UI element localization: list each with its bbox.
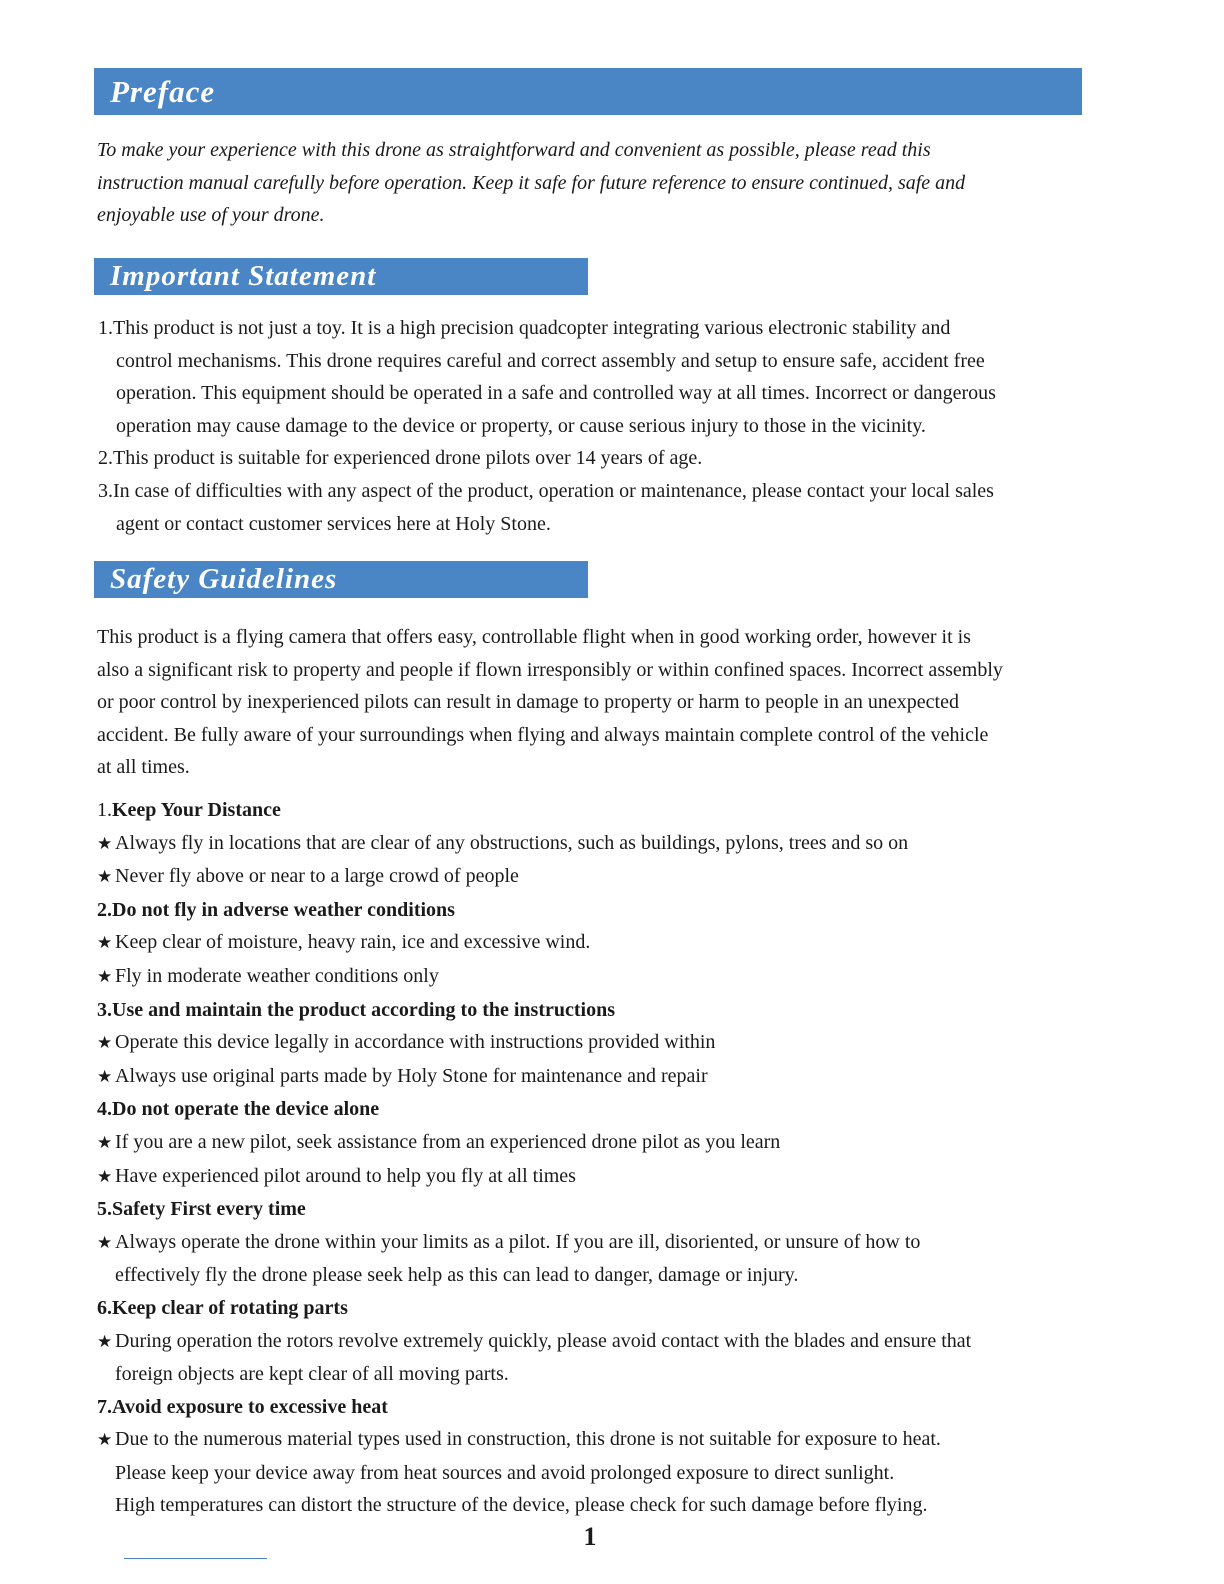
bullet-line	[97, 926, 971, 960]
safety-intro-line: accident. Be fully aware of your surroundings when flying and always maintain complete control of the vehicle	[97, 723, 989, 746]
important-line: operation. This equipment should be operated in a safe and controlled way at all times. Incorrect or dangerous	[116, 382, 996, 405]
item-number: 1.	[97, 799, 112, 821]
safety-item-title: 2.Do not fly in adverse weather conditions	[97, 898, 455, 921]
bullet-text: Never fly above or near to a large crowd of people	[115, 865, 519, 888]
safety-item-title: 7.Avoid exposure to excessive heat	[97, 1395, 388, 1418]
star-icon: ★	[97, 1033, 113, 1054]
item-title-text: Keep Your Distance	[112, 799, 281, 821]
bullet-line	[97, 1060, 971, 1094]
page-number: 1	[583, 1522, 597, 1551]
safety-item-title: 5.Safety First every time	[97, 1198, 306, 1221]
star-icon: ★	[97, 966, 113, 987]
bullet-text: During operation the rotors revolve extremely quickly, please avoid contact with the blades and ensure that	[115, 1329, 972, 1352]
bullet-line	[97, 1325, 971, 1359]
bullet-text: If you are a new pilot, seek assistance from an experienced drone pilot as you learn	[115, 1130, 781, 1153]
bullet-continuation: effectively fly the drone please seek help as this can lead to danger, damage or injury.	[115, 1264, 799, 1287]
important-line: agent or contact customer services here at Holy Stone.	[116, 512, 551, 535]
star-icon: ★	[97, 1232, 113, 1253]
safety-list	[97, 794, 971, 1522]
safety-intro-line: also a significant risk to property and people if flown irresponsibly or within confined spaces. Incorrect assembly	[97, 658, 1003, 681]
star-icon: ★	[97, 833, 113, 854]
safety-item-title: 6.Keep clear of rotating parts	[97, 1296, 348, 1319]
important-line: operation may cause damage to the device or property, or cause serious injury to those in the vicinity.	[116, 414, 926, 437]
bullet-continuation: foreign objects are kept clear of all moving parts.	[115, 1363, 509, 1386]
important-statement-heading: Important Statement	[94, 258, 588, 295]
star-icon: ★	[97, 1331, 113, 1352]
bullet-line	[97, 1026, 971, 1060]
preface-heading: Preface	[94, 68, 1082, 115]
star-icon: ★	[97, 867, 113, 888]
preface-line: enjoyable use of your drone.	[97, 204, 325, 227]
star-icon: ★	[97, 1430, 113, 1451]
bullet-line	[97, 1226, 971, 1260]
bullet-continuation: High temperatures can distort the structure of the device, please check for such damage before flying.	[115, 1494, 928, 1517]
footer-divider	[124, 1558, 267, 1559]
bullet-line	[97, 1126, 971, 1160]
bullet-line	[97, 1160, 971, 1194]
star-icon: ★	[97, 1166, 113, 1187]
bullet-text: Keep clear of moisture, heavy rain, ice and excessive wind.	[115, 931, 591, 954]
important-statement-text	[0, 312, 996, 540]
star-icon: ★	[97, 933, 113, 954]
safety-item-title: 4.Do not operate the device alone	[97, 1098, 380, 1121]
important-line: 3.In case of difficulties with any aspect of the product, operation or maintenance, please contact your local sales	[98, 479, 994, 502]
star-icon: ★	[97, 1066, 113, 1087]
bullet-text: Due to the numerous material types used in construction, this drone is not suitable for exposure to heat.	[115, 1428, 941, 1451]
bullet-continuation: Please keep your device away from heat sources and avoid prolonged exposure to direct sunlight.	[115, 1461, 895, 1484]
safety-guidelines-heading: Safety Guidelines	[94, 561, 588, 598]
safety-intro-line: at all times.	[97, 756, 190, 779]
bullet-text: Always use original parts made by Holy Stone for maintenance and repair	[115, 1064, 708, 1087]
safety-item-title: 3.Use and maintain the product according to the instructions	[97, 998, 615, 1021]
important-line: 2.This product is suitable for experienced drone pilots over 14 years of age.	[98, 447, 703, 470]
bullet-text: Always operate the drone within your limits as a pilot. If you are ill, disoriented, or unsure of how to	[115, 1230, 921, 1253]
safety-intro-line: This product is a flying camera that offers easy, controllable flight when in good working order, however it is	[97, 626, 971, 648]
bullet-text: Fly in moderate weather conditions only	[115, 964, 439, 987]
preface-text	[97, 134, 965, 232]
bullet-line	[97, 960, 971, 994]
bullet-text: Always fly in locations that are clear of any obstructions, such as buildings, pylons, trees and so on	[115, 831, 909, 854]
preface-line: To make your experience with this drone as straightforward and convenient as possible, please read this	[97, 139, 931, 161]
preface-line: instruction manual carefully before operation. Keep it safe for future reference to ensure continued, safe and	[97, 171, 966, 194]
star-icon: ★	[97, 1132, 113, 1153]
important-line: 1.This product is not just a toy. It is a high precision quadcopter integrating various electronic stability and	[98, 317, 951, 339]
bullet-line	[97, 860, 971, 894]
important-line: control mechanisms. This drone requires careful and correct assembly and setup to ensure safe, accident free	[116, 349, 985, 372]
safety-item-title	[97, 794, 971, 827]
bullet-text: Operate this device legally in accordance with instructions provided within	[115, 1031, 716, 1054]
safety-intro	[97, 621, 1003, 784]
safety-intro-line: or poor control by inexperienced pilots can result in damage to property or harm to people in an unexpected	[97, 691, 959, 714]
bullet-line	[97, 827, 971, 861]
bullet-text: Have experienced pilot around to help you fly at all times	[115, 1164, 576, 1187]
bullet-line	[97, 1423, 971, 1457]
